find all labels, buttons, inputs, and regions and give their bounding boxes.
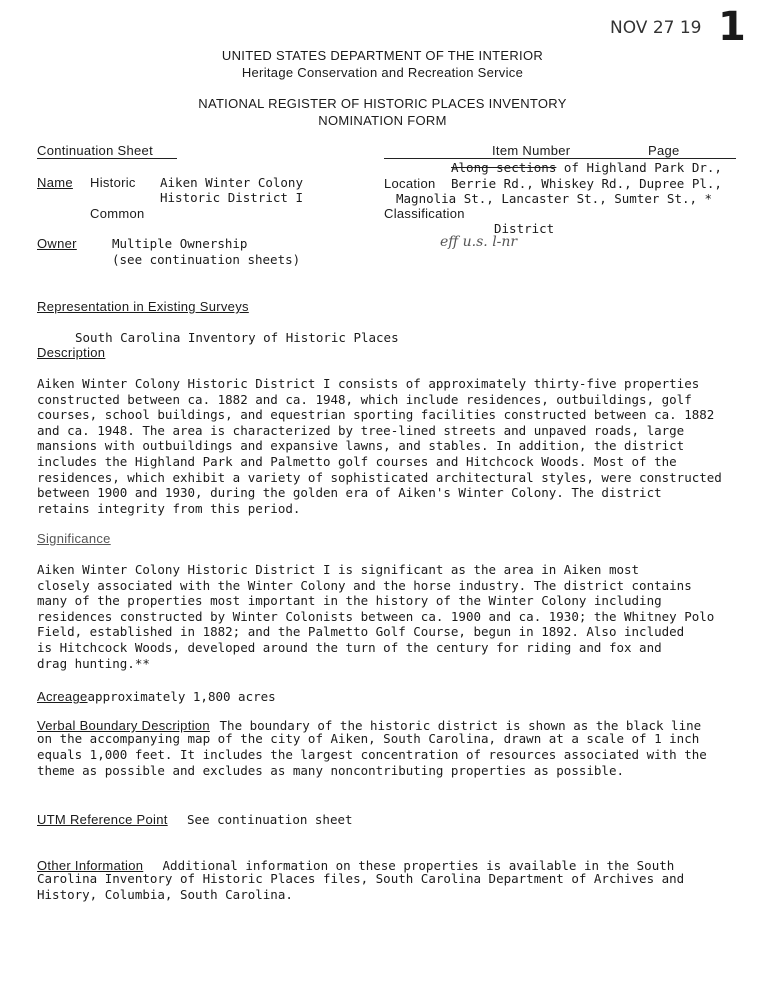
classification-label: Classification: [384, 206, 465, 221]
acreage-value: approximately 1,800 acres: [87, 689, 276, 704]
page-label: Page: [648, 143, 680, 158]
common-label: Common: [90, 206, 145, 221]
acreage-row: [37, 686, 276, 705]
other-info-line1: Additional information on these properties is available in the South: [162, 858, 675, 873]
utm-row: [37, 809, 353, 828]
significance-line: closely associated with the Winter Colony and the horse industry. The district contains: [37, 577, 692, 593]
significance-line: many of the properties most important in the history of the Winter Colony including: [37, 593, 662, 609]
surveys-value: South Carolina Inventory of Historic Places: [75, 330, 399, 345]
other-info-label: Other Information: [37, 858, 144, 873]
received-date-stamp: NOV 27 19: [610, 18, 702, 38]
name-label: Name: [37, 175, 73, 190]
owner-line2: (see continuation sheets): [112, 252, 301, 267]
handwritten-annotation: eff u.s. l-nr: [440, 234, 518, 250]
utm-label: UTM Reference Point: [37, 812, 168, 827]
location-line1: [451, 160, 722, 175]
significance-paragraph: [37, 562, 757, 671]
surveys-label: Representation in Existing Surveys: [37, 299, 249, 314]
owner-line1: Multiple Ownership: [112, 236, 248, 251]
description-line: Aiken Winter Colony Historic District I consists of approximately thirty-five properties: [37, 376, 700, 391]
utm-value: See continuation sheet: [186, 812, 353, 827]
owner-label: Owner: [37, 236, 77, 251]
boundary-label: Verbal Boundary Description: [37, 718, 210, 733]
continuation-sheet-label: Continuation Sheet: [37, 143, 153, 158]
other-info-line3: History, Columbia, South Carolina.: [37, 887, 293, 902]
item-page-rule: [384, 158, 736, 159]
boundary-line2: on the accompanying map of the city of Aiken, South Carolina, drawn at a scale of 1 inch: [37, 731, 700, 746]
historic-name-line1: Aiken Winter Colony: [160, 175, 303, 190]
continuation-sheet-rule: [37, 158, 177, 159]
significance-line: drag hunting.**: [37, 655, 150, 671]
item-number-label: Item Number: [492, 143, 571, 158]
description-label: Description: [37, 345, 106, 360]
historic-name-line2: Historic District I: [160, 190, 303, 205]
header-form-title: NATIONAL REGISTER OF HISTORIC PLACES INVENTORY: [198, 96, 567, 111]
boundary-line4: theme as possible and excludes as many noncontributing properties as possible.: [37, 763, 624, 778]
description-line: mansions with outbuildings and expansive lawns, and stables. In addition, the district: [37, 438, 685, 454]
significance-line: residences constructed by Winter Colonists between ca. 1900 and ca. 1930; the Whitney Polo: [37, 608, 715, 624]
location-line2: Berrie Rd., Whiskey Rd., Dupree Pl.,: [451, 176, 722, 191]
significance-line: Aiken Winter Colony Historic District I is significant as the area in Aiken most: [37, 562, 640, 577]
description-line: courses, school buildings, and equestrian sporting facilities constructed between ca. 1882: [37, 407, 715, 423]
location-struck-text: Along sections: [451, 160, 557, 175]
description-line: between 1900 and 1930, during the golden era of Aiken's Winter Colony. The district: [37, 485, 662, 501]
description-paragraph: [37, 376, 757, 516]
description-line: constructed between ca. 1882 and ca. 1948, which include residences, outbuildings, golf: [37, 391, 692, 407]
classification-value: District: [494, 221, 555, 236]
boundary-line3: equals 1,000 feet. It includes the largest concentration of resources associated with the: [37, 747, 707, 762]
description-line: residences, which exhibit a variety of sophisticated architectural styles, were constructed: [37, 469, 722, 485]
other-info-line2: Carolina Inventory of Historic Places files, South Carolina Department of Archives and: [37, 871, 685, 886]
location-line3: Magnolia St., Lancaster St., Sumter St., *: [396, 191, 713, 206]
significance-line: Field, established in 1882; and the Palmetto Golf Course, begun in 1892. Also included: [37, 624, 685, 640]
acreage-label: Acreage: [37, 689, 88, 704]
page-number-handwritten: 1: [718, 4, 746, 50]
location-line1-text: of Highland Park Dr.,: [563, 160, 722, 175]
header-service: Heritage Conservation and Recreation Service: [241, 65, 524, 80]
header-department: UNITED STATES DEPARTMENT OF THE INTERIOR: [221, 48, 544, 63]
header-form-subtitle: NOMINATION FORM: [318, 113, 447, 128]
significance-label: Significance: [37, 531, 111, 546]
description-line: includes the Highland Park and Palmetto golf courses and Hitchcock Woods. Most of the: [37, 453, 677, 469]
historic-label: Historic: [90, 175, 136, 190]
description-line: retains integrity from this period.: [37, 500, 301, 516]
description-line: and ca. 1948. The area is characterized by tree-lined streets and unpaved roads, large: [37, 422, 685, 438]
significance-line: is Hitchcock Woods, developed around the turn of the century for riding and fox and: [37, 639, 662, 655]
location-label: Location: [384, 176, 436, 191]
boundary-line1: The boundary of the historic district is shown as the black line: [219, 718, 702, 733]
